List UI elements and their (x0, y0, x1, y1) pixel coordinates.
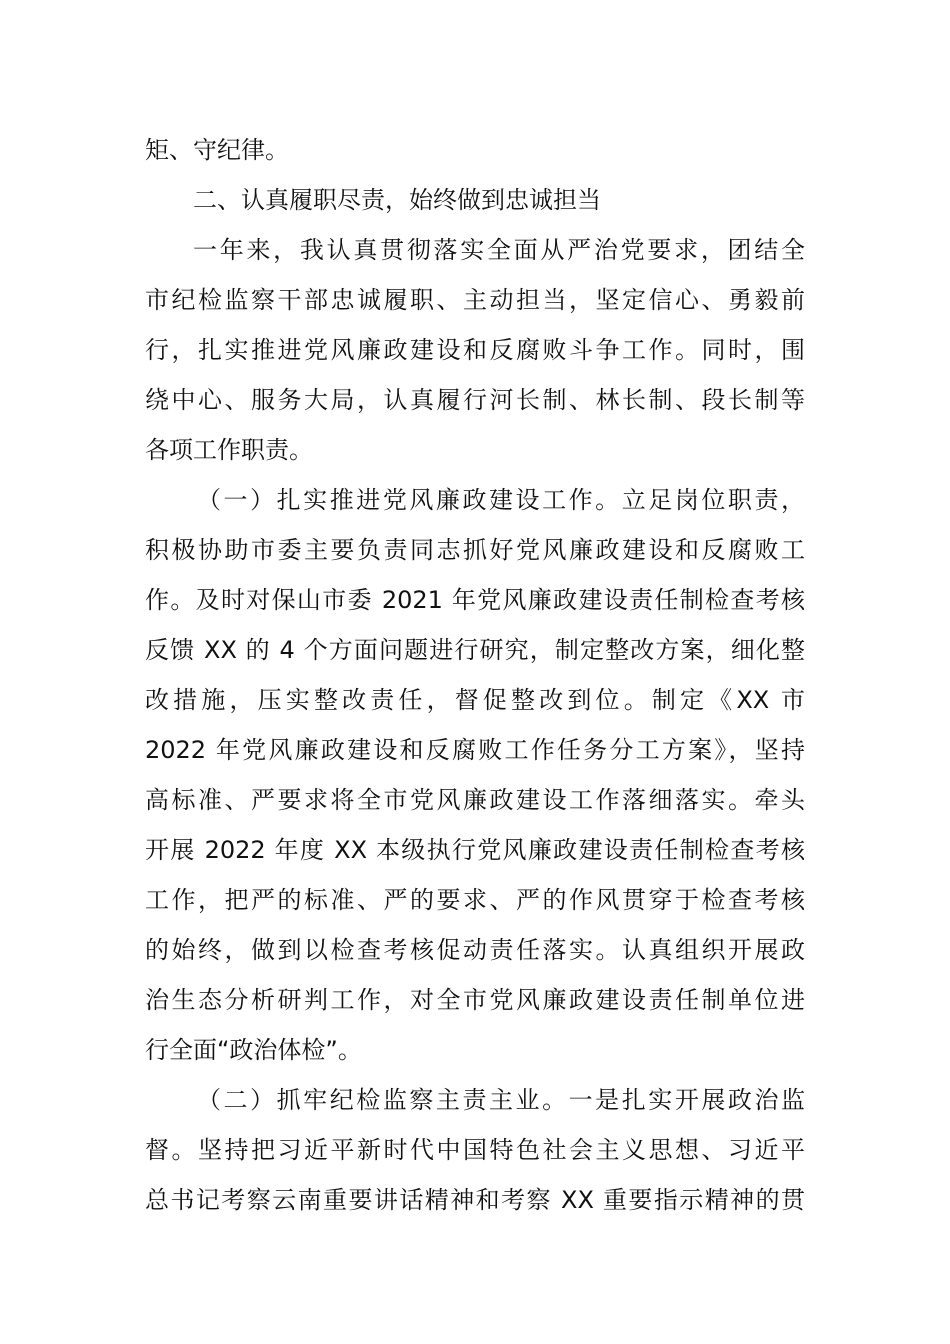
text-line: 市纪检监察干部忠诚履职、主动担当，坚定信心、勇毅前 (145, 286, 805, 314)
text-line: 督。坚持把习近平新时代中国特色社会主义思想、习近平 (145, 1136, 805, 1164)
text-line: 矩、守纪律。 (145, 136, 289, 164)
text-line: 改措施，压实整改责任，督促整改到位。制定《XX 市 (145, 686, 805, 714)
text-line: 积极协助市委主要负责同志抓好党风廉政建设和反腐败工 (145, 536, 805, 564)
text-line: 各项工作职责。 (145, 436, 313, 464)
text-line: 绕中心、服务大局，认真履行河长制、林长制、段长制等 (145, 386, 805, 414)
text-line: 总书记考察云南重要讲话精神和考察 XX 重要指示精神的贯 (145, 1186, 805, 1214)
subsection-heading: （二）抓牢纪检监察主责主业。一是扎实开展政治监 (197, 1086, 805, 1114)
text-line: 行全面“政治体检”。 (145, 1036, 362, 1064)
text-line: 开展 2022 年度 XX 本级执行党风廉政建设责任制检查考核 (145, 836, 805, 864)
text-line: 的始终，做到以检查考核促动责任落实。认真组织开展政 (145, 936, 805, 964)
text-line: 作。及时对保山市委 2021 年党风廉政建设责任制检查考核 (145, 586, 805, 614)
text-line: 反馈 XX 的 4 个方面问题进行研究，制定整改方案，细化整 (145, 636, 805, 664)
text-line: 工作，把严的标准、严的要求、严的作风贯穿于检查考核 (145, 886, 805, 914)
text-line: 一年来，我认真贯彻落实全面从严治党要求，团结全 (193, 236, 805, 264)
text-line: 行，扎实推进党风廉政建设和反腐败斗争工作。同时，围 (145, 336, 805, 364)
subsection-heading: （一）扎实推进党风廉政建设工作。立足岗位职责， (197, 486, 805, 514)
section-heading: 二、认真履职尽责，始终做到忠诚担当 (193, 186, 601, 214)
text-line: 2022 年党风廉政建设和反腐败工作任务分工方案》，坚持 (145, 736, 805, 764)
text-line: 高标准、严要求将全市党风廉政建设工作落细落实。牵头 (145, 786, 805, 814)
text-line: 治生态分析研判工作，对全市党风廉政建设责任制单位进 (145, 986, 805, 1014)
